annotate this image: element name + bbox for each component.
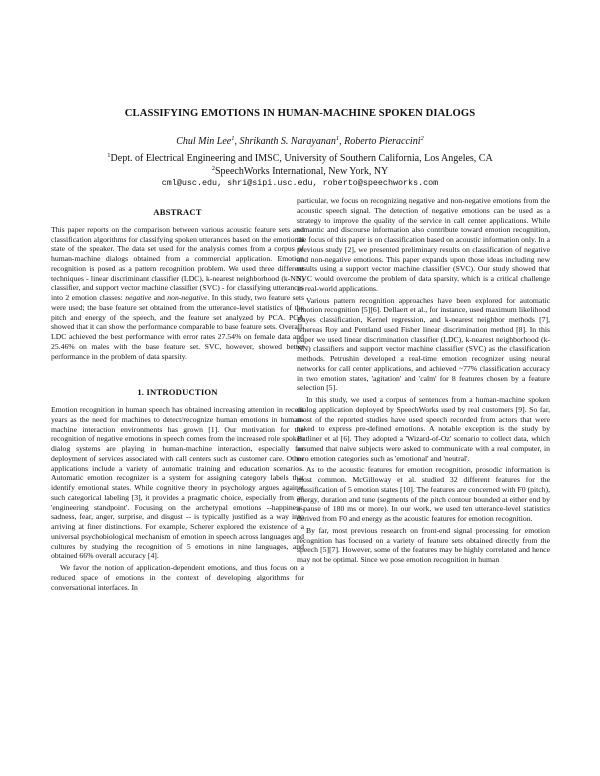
- abstract-text-b: . In this study, two feature sets were used; the base feature set obtained from the utterance-level statistics of the pitch and energy of the speech, and the feature set analyzed by PCA. PCA showed that it can show the performance comparable to base feature sets. Overall, LDC achieved the best performance with error rates 27.54% on female data and 25.46% on males with the base feature set. SVC, however, showed better performance in the problem of data sparsity.: [51, 293, 304, 361]
- author-emails: cml@usc.edu, shri@sipi.usc.edu, roberto@speechworks.com: [161, 178, 439, 188]
- author-sup: 2: [420, 135, 424, 142]
- affiliation-2: [0, 165, 600, 178]
- affiliation-sup: 1: [107, 152, 111, 159]
- intro-heading: 1. INTRODUCTION: [137, 387, 218, 398]
- abstract-heading: ABSTRACT: [153, 207, 202, 217]
- authors-line: Chul Min Lee$^1$, Shrikanth S. Narayanan$^1$, Roberto Pieraccini$^2$: [176, 135, 424, 147]
- author-name: Shrikanth S. Narayanan: [239, 136, 336, 147]
- right-column: [297, 196, 550, 567]
- author-name: Chul Min Lee: [176, 136, 232, 147]
- affiliations: [0, 152, 600, 178]
- author-sup: 1: [335, 135, 340, 142]
- affiliation-text: Dept. of Electrical Engineering and IMSC, University of Southern California, Los Angeles, CA: [110, 153, 493, 164]
- intro-paragraph-5: In this study, we used a corpus of sentences from a human-machine spoken dialog application deployed by SpeechWorks used by real customers [9]. So far, most of the reported studies have used speech recorded from actors that were asked to express pre-defined emotions. A notable exception is the study by Batliner et al [6]. They adopted a 'Wizard-of-Oz' scenario to collect data, which assumed that naive subjects were asked to communicate with a real computer, in two emotion categories such as 'emotional' and 'neutral'.: [297, 395, 550, 463]
- intro-paragraph-3: particular, we focus on recognizing negative and non-negative emotions from the acoustic speech signal. The detection of negative emotions can be used as a strategy to improve the quality of the service in call center applications. While semantic and discourse information also contribute toward emotion recognition, the focus of this paper is on classification based on acoustic information only. In a previous study [2], we presented preliminary results on classification of negative and non-negative emotions. This paper expands upon those ideas including new results using a support vector machine classifier (SVC). Our study showed that SVC would overcome the problem of data sparsity, which is a critical challenge in real-world applications.: [297, 196, 550, 293]
- abstract-paragraph: [51, 225, 304, 362]
- left-column: [51, 208, 304, 594]
- intro-paragraph-7: By far, most previous research on front-end signal processing for emotion recognition has focused on a variety of feature sets obtained directly from the speech [5][7]. However, some of the features may be highly correlated and hence may not be optimal. Since we pose emotion recognition in human: [297, 525, 550, 564]
- affiliation-sup: 2: [211, 165, 215, 172]
- intro-paragraph-1: Emotion recognition in human speech has obtained increasing attention in recent years as the need for machines to detect/recognize human emotions in human-machine interaction environments has grown [1]. Our motivation for the recognition of negative emotions in speech comes from the increased role spoken dialog systems are playing in human-machine interaction, especially for deployment of services associated with call centers such as customer care. Other applications include a variety of automatic training and education scenarios. Automatic emotion recognizer is a system for assigning category labels that identify emotional states. While cognitive theory in psychology argues against such categorical labeling [3], it provides a pragmatic choice, especially from an 'engineering standpoint'. Focusing on the archetypal emotions --happiness, sadness, fear, anger, surprise, and disgust -- is typically justified as a way into arriving at finer distinctions. For example, Scherer explored the existence of a universal psychobiological mechanism of emotion in speech across languages and cultures by studying the recognition of 5 emotions in nine languages, and obtained 66% overall accuracy [4].: [51, 405, 304, 561]
- abstract-text-a: This paper reports on the comparison between various acoustic feature sets and classification algorithms for classifying spoken utterances based on the emotional state of the speaker. The data set used for the analysis comes from a corpus of human-machine dialogs obtained from a commercial application. Emotion recognition is posed as a pattern recognition problem. We used three different techniques - linear discriminant classifier (LDC), k-nearest neighborhood (k-NN) classifier, and support vector machine classifier (SVC) - for classifying utterances into 2 emotion classes:: [51, 224, 304, 302]
- intro-paragraph-4: Various pattern recognition approaches have been explored for automatic emotion recognition [5][6]. Dellaert et al., for instance, used maximum likelihood Bayes classification, Kernel regression, and k-nearest neighbor methods [7], whereas Roy and Pentland used Fisher linear discrimination method [8]. In this paper we used linear discrimination classifier (LDC), k-nearest neighborhood (k-NN) classifiers and support vector machine classifier (SVC) as the classification methods. Petrushin developed a real-time emotion recognizer using neural networks for call center applications, and achieved ~77% classification accuracy in two emotion states, 'agitation' and 'calm' for 8 features chosen by a feature selection [5].: [297, 295, 550, 393]
- paper-title: CLASSIFYING EMOTIONS IN HUMAN-MACHINE SPOKEN DIALOGS: [124, 108, 476, 119]
- intro-paragraph-2: We favor the notion of application-dependent emotions, and thus focus on a reduced space of emotions in the context of developing algorithms for conversational interfaces. In: [51, 563, 304, 592]
- abstract-term-negative: negative: [125, 293, 152, 302]
- author-name: Roberto Pieraccini: [344, 136, 421, 147]
- author-sup: 1: [231, 135, 235, 142]
- affiliation-text: SpeechWorks International, New York, NY: [214, 166, 389, 177]
- abstract-text-and: and: [151, 293, 168, 302]
- abstract-term-non-negative: non-negative: [167, 293, 208, 302]
- affiliation-1: [0, 152, 600, 165]
- intro-paragraph-6: As to the acoustic features for emotion recognition, prosodic information is most common. McGilloway et al. studied 32 different features for the classification of 5 emotion states [10]. The features are concerned with F0 (pitch), energy, duration and tune (segments of the pitch contour bounded at either end by a pause of 180 ms or more). In our work, we used ten utterance-level statistics derived from F0 and energy as the acoustic features for emotion recognition.: [297, 465, 550, 523]
